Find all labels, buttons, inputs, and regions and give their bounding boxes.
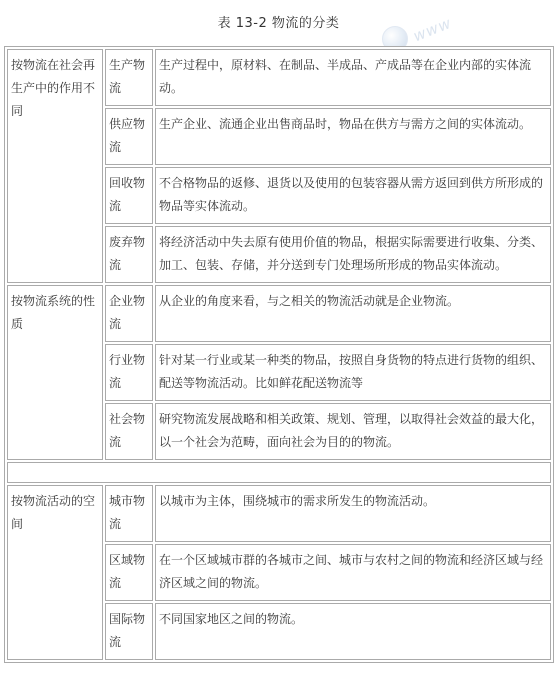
description-cell: 以城市为主体，围绕城市的需求所发生的物流活动。 [155,485,551,542]
type-cell: 社会物流 [105,403,153,460]
description-cell: 针对某一行业或某一种类的物品，按照自身货物的特点进行货物的组织、配送等物流活动。比如鲜花配送物流等 [155,344,551,401]
table-row [7,485,551,542]
description-cell: 不合格物品的返修、退货以及使用的包装容器从需方返回到供方所形成的物品等实体流动。 [155,167,551,224]
description-cell: 研究物流发展战略和相关政策、规划、管理，以取得社会效益的最大化，以一个社会为范畴，面向社会为目的的物流。 [155,403,551,460]
type-cell: 行业物流 [105,344,153,401]
type-cell: 区域物流 [105,544,153,601]
type-cell: 回收物流 [105,167,153,224]
description-cell: 生产企业、流通企业出售商品时，物品在供方与需方之间的实体流动。 [155,108,551,165]
table-caption: 表 13-2 物流的分类 [217,16,340,31]
description-cell: 不同国家地区之间的物流。 [155,603,551,660]
description-cell: 生产过程中，原材料、在制品、半成品、产成品等在企业内部的实体流动。 [155,49,551,106]
logistics-classification-table [4,46,554,663]
type-cell: 废弃物流 [105,226,153,283]
group-label-nature: 按物流系统的性质 [7,285,103,460]
group-label-role: 按物流在社会再生产中的作用不同 [7,49,103,283]
type-cell: 企业物流 [105,285,153,342]
type-cell: 城市物流 [105,485,153,542]
table-row [7,285,551,342]
description-cell: 在一个区域城市群的各城市之间、城市与农村之间的物流和经济区域与经济区域之间的物流。 [155,544,551,601]
type-cell: 生产物流 [105,49,153,106]
watermark-text: www [410,13,455,46]
description-cell: 将经济活动中失去原有使用价值的物品，根据实际需要进行收集、分类、加工、包装、存储，并分送到专门处理场所形成的物品实体流动。 [155,226,551,283]
type-cell: 国际物流 [105,603,153,660]
table-row [7,49,551,106]
spacer-cell [7,462,551,483]
description-cell: 从企业的角度来看，与之相关的物流活动就是企业物流。 [155,285,551,342]
group-label-space: 按物流活动的空间 [7,485,103,660]
type-cell: 供应物流 [105,108,153,165]
spacer-row [7,462,551,483]
